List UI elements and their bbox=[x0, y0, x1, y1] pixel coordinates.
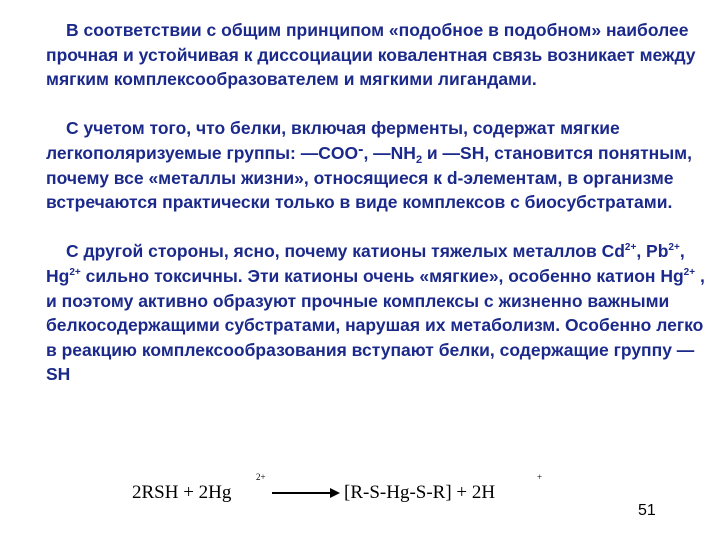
paragraph-2 bbox=[46, 116, 706, 214]
paragraph-3-text-c: , Hg bbox=[46, 241, 685, 286]
page-number: 51 bbox=[638, 502, 656, 519]
paragraph-1-text: В соответствии с общим принципом «подобное в подобном» наиболее прочная и устойчивая к диссоциации ковалентная связь возникает между мягким комплексообразователем и мягкими лигандами. bbox=[46, 20, 696, 90]
paragraph-2-text-c: и —SH, становится понятным, почему все «металлы жизни», относящиеся к d-элементам, в организме встречаются практически только в виде комплексов с биосубстратами. bbox=[46, 142, 692, 213]
equation-products: [R-S-Hg-S-R] + 2H bbox=[344, 482, 496, 503]
amino-subscript: 2 bbox=[415, 153, 423, 166]
paragraph-3-text-d: сильно токсичны. Эти катионы очень «мягкие», особенно катион Hg bbox=[80, 265, 684, 286]
paragraph-3-text-a: С другой стороны, ясно, почему катионы тяжелых металлов Cd bbox=[66, 241, 625, 262]
paragraph-2-text-b: , —NH bbox=[363, 142, 416, 163]
slide-body bbox=[46, 18, 706, 387]
equation-reactants: 2RSH + 2Hg bbox=[132, 482, 232, 503]
mercury-charge: 2+ bbox=[69, 266, 81, 278]
paragraph-3 bbox=[46, 239, 706, 387]
paragraph-1 bbox=[46, 18, 706, 92]
reaction-equation bbox=[132, 472, 602, 512]
equation-reactant-charge: 2+ bbox=[256, 472, 266, 482]
lead-charge: 2+ bbox=[668, 242, 680, 254]
paragraph-2-text-a: С учетом того, что белки, включая ферменты, содержат мягкие легкополяризуемые группы: —COO bbox=[46, 118, 620, 163]
reaction-arrow-icon bbox=[272, 492, 338, 494]
carboxylate-charge: - bbox=[358, 140, 364, 158]
cadmium-charge: 2+ bbox=[624, 242, 637, 254]
equation-product-charge: + bbox=[537, 472, 543, 482]
paragraph-3-text-b: , Pb bbox=[636, 241, 669, 262]
mercury-charge-2: 2+ bbox=[683, 266, 696, 278]
paragraph-3-text-e: , и поэтому активно образуют прочные комплексы с жизненно важными белкосодержащими субстратами, нарушая их метаболизм. Особенно легко в реакцию комплексообразования вступают белки, содержащие группу —SH bbox=[46, 265, 705, 385]
